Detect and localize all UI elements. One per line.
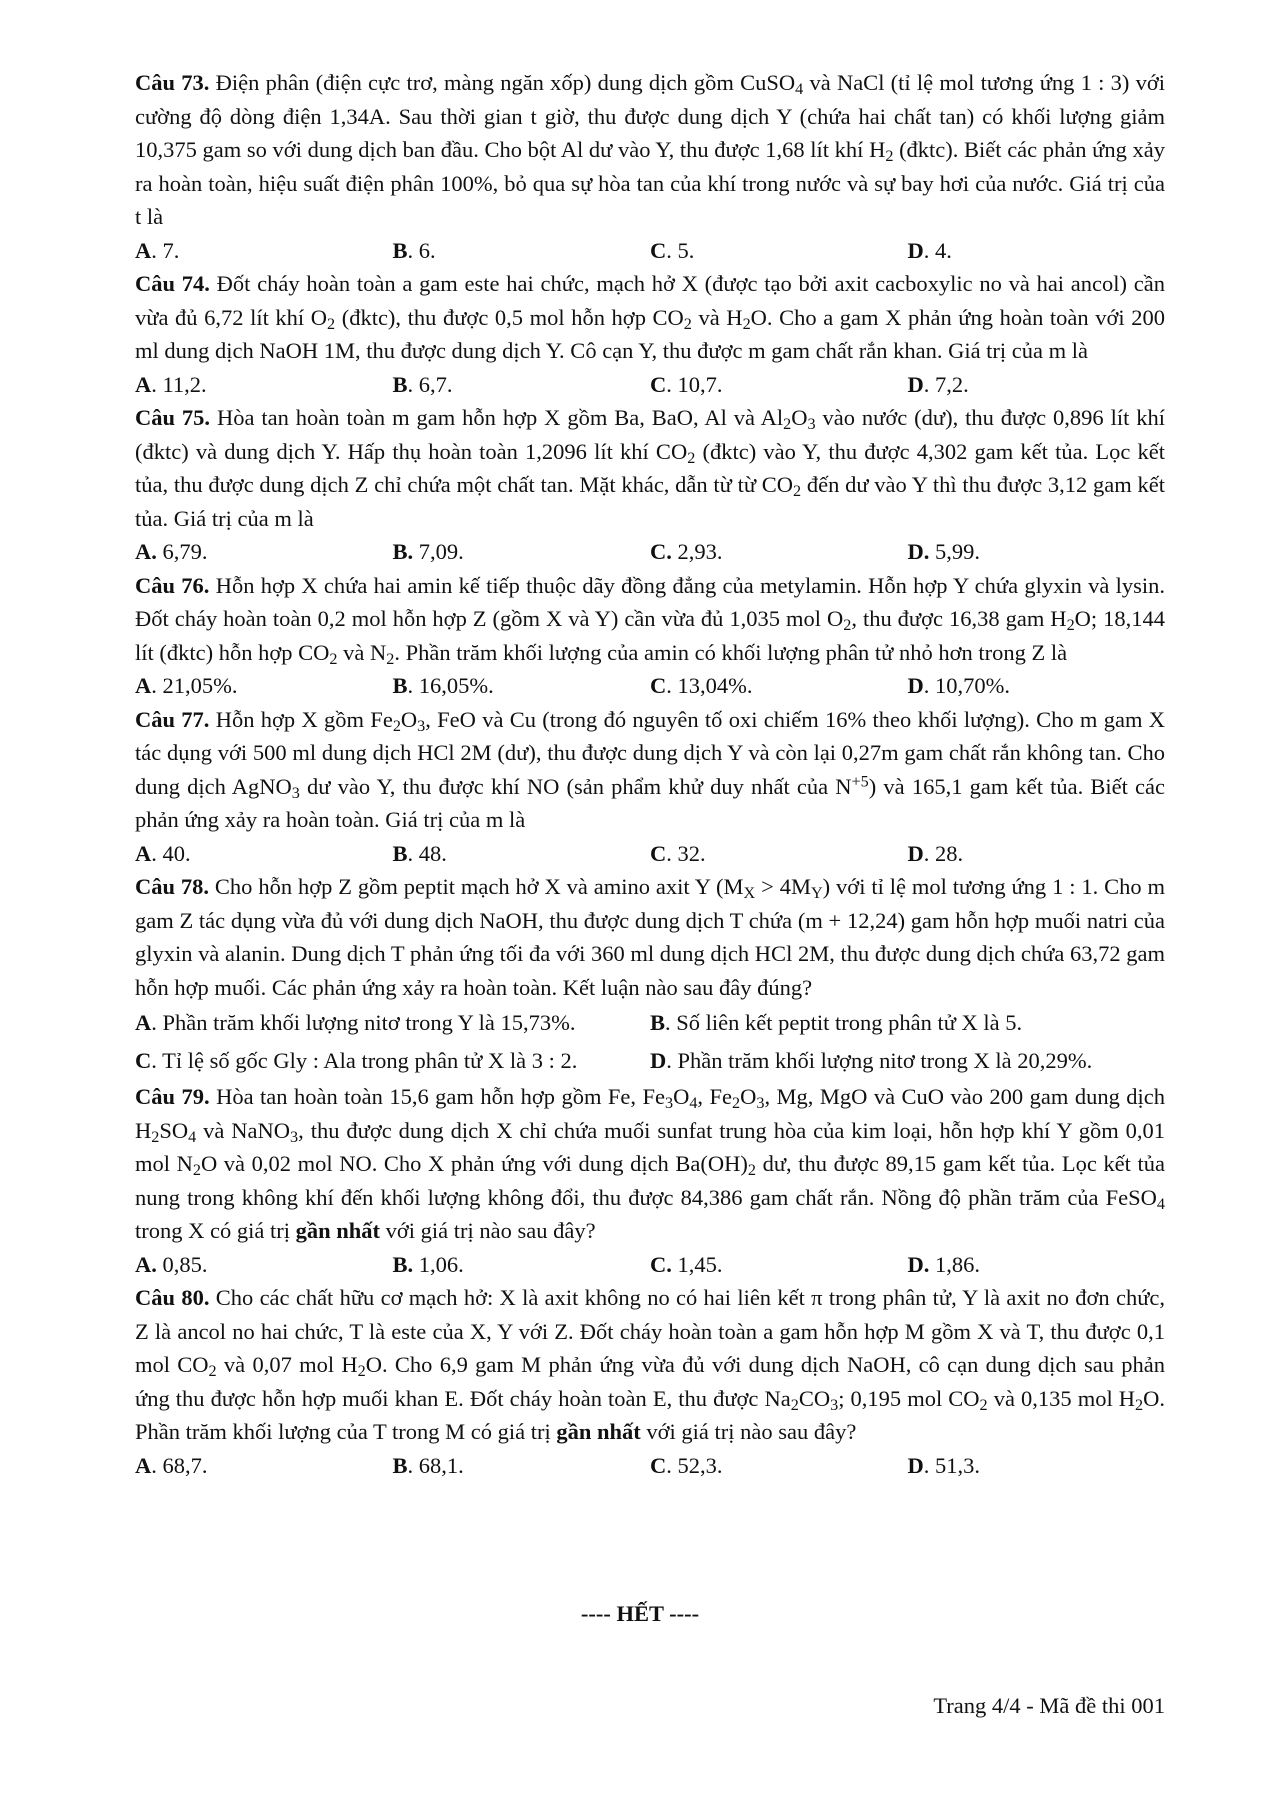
question-80 [135, 1281, 1165, 1482]
question-text: Cho các chất hữu cơ mạch hở: X là axit không no có hai liên kết π trong phân tử, Y là axit no đơn chức, Z là ancol no hai chức, T là este của X, Y với Z. Đốt cháy hoàn toàn a gam hỗn hợp M gồm X và T, thu được 0,1 mol $CO_2$ và 0,07 mol $H_2O$. Cho 6,9 gam M phản ứng vừa đủ với dung dịch NaOH, cô cạn dung dịch sau phản ứng thu được hỗn hợp muối khan E. Đốt cháy hoàn toàn E, thu được $Na_2CO_3$; 0,195 mol $CO_2$ và 0,135 mol $H_2O$. Phần trăm khối lượng của T trong M có giá trị gần nhất với giá trị nào sau đây? [135, 1285, 1166, 1444]
question-text: Hỗn hợp X chứa hai amin kế tiếp thuộc dãy đồng đẳng của metylamin. Hỗn hợp Y chứa glyxin và lysin. Đốt cháy hoàn toàn 0,2 mol hỗn hợp Z (gồm X và Y) cần vừa đủ 1,035 mol $O_2$, thu được 16,38 gam $H_2O$; 18,144 lít (đktc) hỗn hợp $CO_2$ và $N_2$. Phần trăm khối lượng của amin có khối lượng phân tử nhỏ hơn trong Z là [135, 572, 1166, 668]
answer-options [135, 535, 1165, 569]
option-a: A. 40. [135, 840, 191, 866]
question-stem [135, 66, 1165, 234]
question-79 [135, 1080, 1165, 1281]
question-number: Câu 80. [135, 1285, 210, 1310]
option-b: B. 7,09. [392, 539, 464, 564]
question-number: Câu 75. [135, 405, 211, 430]
answer-options [135, 1449, 1165, 1483]
question-number: Câu 74. [135, 271, 210, 296]
option-b: B. Số liên kết peptit trong phân tử X là 5. [650, 1010, 1023, 1036]
answer-options-row-2 [135, 1042, 1165, 1080]
option-c: C. 32. [650, 840, 706, 866]
option-c: C. 52,3. [650, 1452, 723, 1478]
page-footer: Trang 4/4 - Mã đề thi 001 [933, 1693, 1165, 1718]
answer-options [135, 669, 1165, 703]
question-number: Câu 76. [135, 572, 210, 598]
option-a: A. 6,79. [135, 539, 208, 564]
question-text: Điện phân (điện cực trơ, màng ngăn xốp) dung dịch gồm CuSO$_4$ và NaCl (tỉ lệ mol tương ứng 1 : 3) với cường độ dòng điện 1,34A. Sau thời gian t giờ, thu được dung dịch Y (chứa hai chất tan) có khối lượng giảm 10,375 gam so với dung dịch ban đầu. Cho bột Al dư vào Y, thu được 1,68 lít khí $H_2$ (đktc). Biết các phản ứng xảy ra hoàn toàn, hiệu suất điện phân 100%, bỏ qua sự hòa tan của khí trong nước và sự bay hơi của nước. Giá trị của t là [135, 70, 1166, 229]
option-d: D. 1,86. [907, 1251, 980, 1277]
option-b: B. 1,06. [392, 1251, 464, 1277]
question-text: Hỗn hợp X gồm $Fe_2O_3$, FeO và Cu (trong đó nguyên tố oxi chiếm 16% theo khối lượng). Cho m gam X tác dụng với 500 ml dung dịch HCl 2M (dư), thu được dung dịch Y và còn lại 0,27m gam chất rắn không tan. Cho dung dịch AgNO$_3$ dư vào Y, thu được khí NO (sản phẩm khử duy nhất của $N^{+5}$) và 165,1 gam kết tủa. Biết các phản ứng xảy ra hoàn toàn. Giá trị của m là [135, 706, 1165, 832]
question-76 [135, 569, 1165, 703]
question-number: Câu 73. [135, 70, 210, 95]
answer-options [135, 837, 1165, 871]
answer-options [135, 234, 1165, 268]
option-c: C. 13,04%. [650, 673, 753, 698]
option-d: D. 10,70%. [907, 673, 1010, 698]
question-text: Hòa tan hoàn toàn 15,6 gam hỗn hợp gồm Fe, $Fe_3O_4$, $Fe_2O_3$, Mg, MgO và CuO vào 200 gam dung dịch $H_2SO_4$ và NaNO$_3$, thu được dung dịch X chỉ chứa muối sunfat trung hòa của kim loại, hỗn hợp khí Y gồm 0,01 mol $N_2O$ và 0,02 mol NO. Cho X phản ứng với dung dịch $Ba(OH)_2$ dư, thu được 89,15 gam kết tủa. Lọc kết tủa nung trong không khí đến khối lượng không đổi, thu được 84,386 gam chất rắn. Nồng độ phần trăm của FeSO$_4$ trong X có giá trị gần nhất với giá trị nào sau đây? [135, 1084, 1166, 1243]
question-77 [135, 703, 1165, 871]
question-stem [135, 569, 1165, 670]
option-a: A. 11,2. [135, 371, 207, 397]
option-d: D. 51,3. [907, 1452, 980, 1478]
option-b: B. 6. [392, 237, 436, 263]
option-a: A. 7. [135, 237, 180, 263]
option-d: D. 7,2. [907, 371, 969, 397]
question-78 [135, 870, 1165, 1080]
question-stem [135, 401, 1165, 535]
answer-options [135, 368, 1165, 402]
question-number: Câu 78. [135, 874, 210, 899]
question-74 [135, 267, 1165, 401]
question-75 [135, 401, 1165, 569]
option-b: B. 6,7. [392, 371, 453, 397]
option-a: A. Phần trăm khối lượng nitơ trong Y là 15,73%. [135, 1010, 576, 1036]
option-d: D. 28. [907, 840, 964, 866]
option-a: A. 0,85. [135, 1251, 208, 1277]
question-stem [135, 1281, 1165, 1449]
option-b: B. 16,05%. [392, 673, 494, 698]
option-c: C. 1,45. [650, 1251, 723, 1277]
answer-options-row-1 [135, 1004, 1165, 1042]
question-list [135, 66, 1165, 1482]
question-text: Hòa tan hoàn toàn m gam hỗn hợp X gồm Ba, BaO, Al và $Al_2O_3$ vào nước (dư), thu được 0,896 lít khí (đktc) và dung dịch Y. Hấp thụ hoàn toàn 1,2096 lít khí $CO_2$ (đktc) vào Y, thu được 4,302 gam kết tủa. Lọc kết tủa, thu được dung dịch Z chỉ chứa một chất tan. Mặt khác, dẫn từ từ $CO_2$ đến dư vào Y thì thu được 3,12 gam kết tủa. Giá trị của m là [135, 405, 1166, 531]
option-b: B. 48. [392, 840, 447, 866]
question-number: Câu 77. [135, 706, 210, 732]
question-stem [135, 870, 1165, 1004]
question-number: Câu 79. [135, 1084, 210, 1109]
answer-options [135, 1248, 1165, 1282]
option-d: D. 5,99. [907, 539, 980, 564]
option-c: C. 2,93. [650, 539, 723, 564]
question-73 [135, 66, 1165, 267]
question-stem [135, 267, 1165, 368]
question-stem [135, 1080, 1165, 1248]
option-b: B. 68,1. [392, 1452, 464, 1478]
option-c: C. 10,7. [650, 371, 723, 397]
option-c: C. Tỉ lệ số gốc Gly : Ala trong phân tử X là 3 : 2. [135, 1048, 578, 1074]
question-stem [135, 703, 1165, 837]
option-a: A. 68,7. [135, 1452, 208, 1478]
end-marker: ---- HẾT ---- [580, 1601, 700, 1626]
question-text: Đốt cháy hoàn toàn a gam este hai chức, mạch hở X (được tạo bởi axit cacboxylic no và hai ancol) cần vừa đủ 6,72 lít khí $O_2$ (đktc), thu được 0,5 mol hỗn hợp $CO_2$ và $H_2O$. Cho a gam X phản ứng hoàn toàn với 200 ml dung dịch NaOH 1M, thu được dung dịch Y. Cô cạn Y, thu được m gam chất rắn khan. Giá trị của m là [135, 271, 1165, 363]
option-d: D. 4. [907, 237, 952, 263]
option-a: A. 21,05%. [135, 673, 238, 698]
question-text: Cho hỗn hợp Z gồm peptit mạch hở X và amino axit Y $(M_X > 4M_Y)$ với tỉ lệ mol tương ứng 1 : 1. Cho m gam Z tác dụng vừa đủ với dung dịch NaOH, thu được dung dịch T chứa (m + 12,24) gam hỗn hợp muối natri của glyxin và alanin. Dung dịch T phản ứng tối đa với 360 ml dung dịch HCl 2M, thu được dung dịch chứa 63,72 gam hỗn hợp muối. Các phản ứng xảy ra hoàn toàn. Kết luận nào sau đây đúng? [135, 874, 1166, 1000]
option-c: C. 5. [650, 237, 695, 263]
option-d: D. Phần trăm khối lượng nitơ trong X là 20,29%. [650, 1048, 1093, 1074]
